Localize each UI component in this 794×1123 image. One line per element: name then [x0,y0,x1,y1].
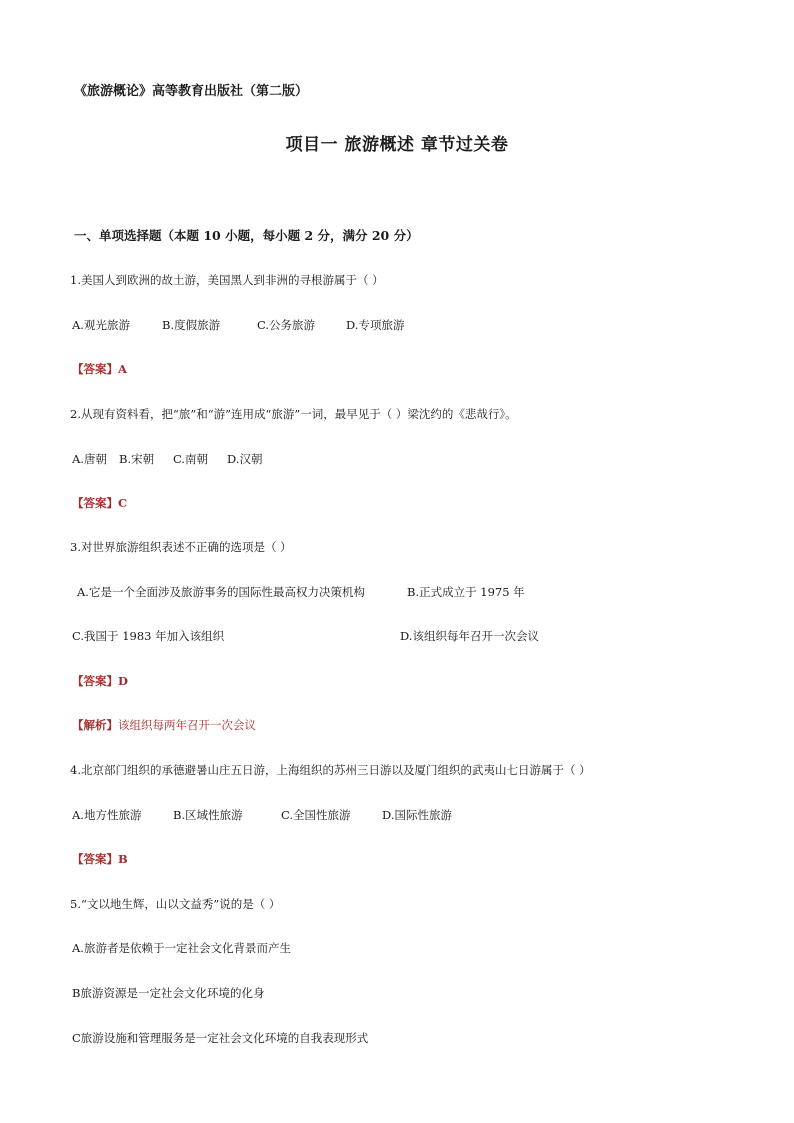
option-c: C旅游设施和管理服务是一定社会文化环境的自我表现形式 [72,1031,369,1045]
question-stem: 2.从现有资料看，把“旅”和“游”连用成“旅游”一词，最早见于（ ）梁沈约的《悲哉行》。 [70,407,517,421]
question-stem: 3.对世界旅游组织表述不正确的选项是（ ） [70,540,292,554]
option-c: C.公务旅游 [257,318,316,332]
option-b: B.度假旅游 [162,318,221,332]
option-d: D.该组织每年召开一次会议 [400,629,539,643]
option-b: B.正式成立于 1975 年 [407,585,525,599]
option-b: B.区域性旅游 [173,808,243,822]
answer: 【答案】B [72,852,128,866]
analysis [72,717,256,733]
question-stem: 4.北京部门组织的承德避暑山庄五日游，上海组织的苏州三日游以及厦门组织的武夷山七日游属于（ ） [70,763,591,777]
question-stem: 5.“文以地生辉，山以文益秀”说的是（ ） [70,897,281,911]
answer: 【答案】A [72,362,127,376]
analysis-text: 该组织每两年召开一次会议 [118,718,256,732]
option-d: D.国际性旅游 [382,808,452,822]
option-a: A.它是一个全面涉及旅游事务的国际性最高权力决策机构 [77,585,365,599]
option-c: C.全国性旅游 [281,808,351,822]
analysis-label: 【解析】 [72,718,118,732]
question-stem: 1.美国人到欧洲的故土游，美国黑人到非洲的寻根游属于（ ） [70,273,384,287]
option-d: D.专项旅游 [346,318,405,332]
option-c: C.南朝 [173,452,209,466]
option-b: B旅游资源是一定社会文化环境的化身 [72,986,265,1000]
section-title: 一、单项选择题（本题 10 小题，每小题 2 分，满分 20 分） [74,228,419,243]
option-d: D.汉朝 [227,452,263,466]
option-c: C.我国于 1983 年加入该组织 [72,629,225,643]
answer: 【答案】C [72,496,128,510]
doc-title: 项目一 旅游概述 章节过关卷 [285,135,509,155]
option-a: A.地方性旅游 [72,808,142,822]
answer: 【答案】D [72,674,128,688]
option-a: A.观光旅游 [72,318,130,332]
option-a: A.唐朝 [72,452,107,466]
book-title: 《旅游概论》高等教育出版社（第二版） [74,84,309,99]
option-a: A.旅游者是依赖于一定社会文化背景而产生 [72,941,291,955]
option-b: B.宋朝 [119,452,155,466]
